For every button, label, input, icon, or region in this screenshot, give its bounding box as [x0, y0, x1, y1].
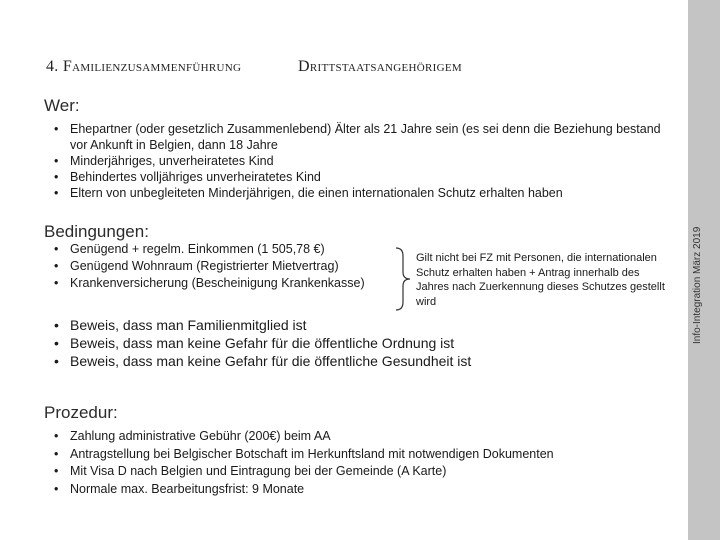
list-item: • Zahlung administrative Gebühr (200€) beim AA [52, 428, 652, 446]
sidebar-footer-text: Info-Integration März 2019 [692, 226, 703, 344]
page-title-continuation-text: Drittstaatsangehörigem [298, 58, 462, 75]
list-item: • Antragstellung bei Belgischer Botschaft im Herkunftsland mit notwendigen Dokumenten [52, 446, 652, 464]
list-item: • Genügend + regelm. Einkommen (1 505,78 €) [52, 241, 397, 258]
sidebar-strip [688, 0, 720, 540]
page-title-text: 4. Familienzusammenführung [46, 58, 242, 75]
wer-heading: Wer: [44, 96, 80, 115]
list-item: • Ehepartner (oder gesetzlich Zusammenlebend) Älter als 21 Jahre sein (es sei denn die Beziehung bestand vor Ankunft in Belgien, dann 18 Jahre [52, 121, 662, 153]
list-item: • Eltern von unbegleiteten Minderjährigen, die einen internationalen Schutz erhalten haben [52, 185, 662, 201]
prozedur-heading: Prozedur: [44, 403, 118, 422]
bedingungen-list [52, 241, 397, 292]
list-item: • Minderjähriges, unverheiratetes Kind [52, 153, 662, 169]
curly-brace-icon [393, 246, 413, 312]
page-title-continuation [298, 58, 462, 76]
list-item: • Normale max. Bearbeitungsfrist: 9 Monate [52, 481, 652, 499]
list-item: • Mit Visa D nach Belgien und Eintragung bei der Gemeinde (A Karte) [52, 463, 652, 481]
list-item: • Beweis, dass man keine Gefahr für die öffentliche Gesundheit ist [52, 352, 652, 370]
list-item: • Genügend Wohnraum (Registrierter Mietvertrag) [52, 258, 397, 275]
page-title [46, 58, 241, 76]
list-item: • Beweis, dass man keine Gefahr für die öffentliche Ordnung ist [52, 334, 652, 352]
beweis-list [52, 316, 652, 370]
prozedur-list [52, 428, 652, 498]
list-item: • Behindertes volljähriges unverheiratetes Kind [52, 169, 662, 185]
bedingungen-note: Gilt nicht bei FZ mit Personen, die internationalen Schutz erhalten haben + Antrag innerhalb des Jahres nach Zuerkennung dieses Schutzes gestellt wird [416, 252, 665, 308]
bedingungen-heading: Bedingungen: [44, 222, 149, 241]
wer-list [52, 121, 662, 201]
list-item: • Beweis, dass man Familienmitglied ist [52, 316, 652, 334]
list-item: • Krankenversicherung (Bescheinigung Krankenkasse) [52, 275, 397, 292]
